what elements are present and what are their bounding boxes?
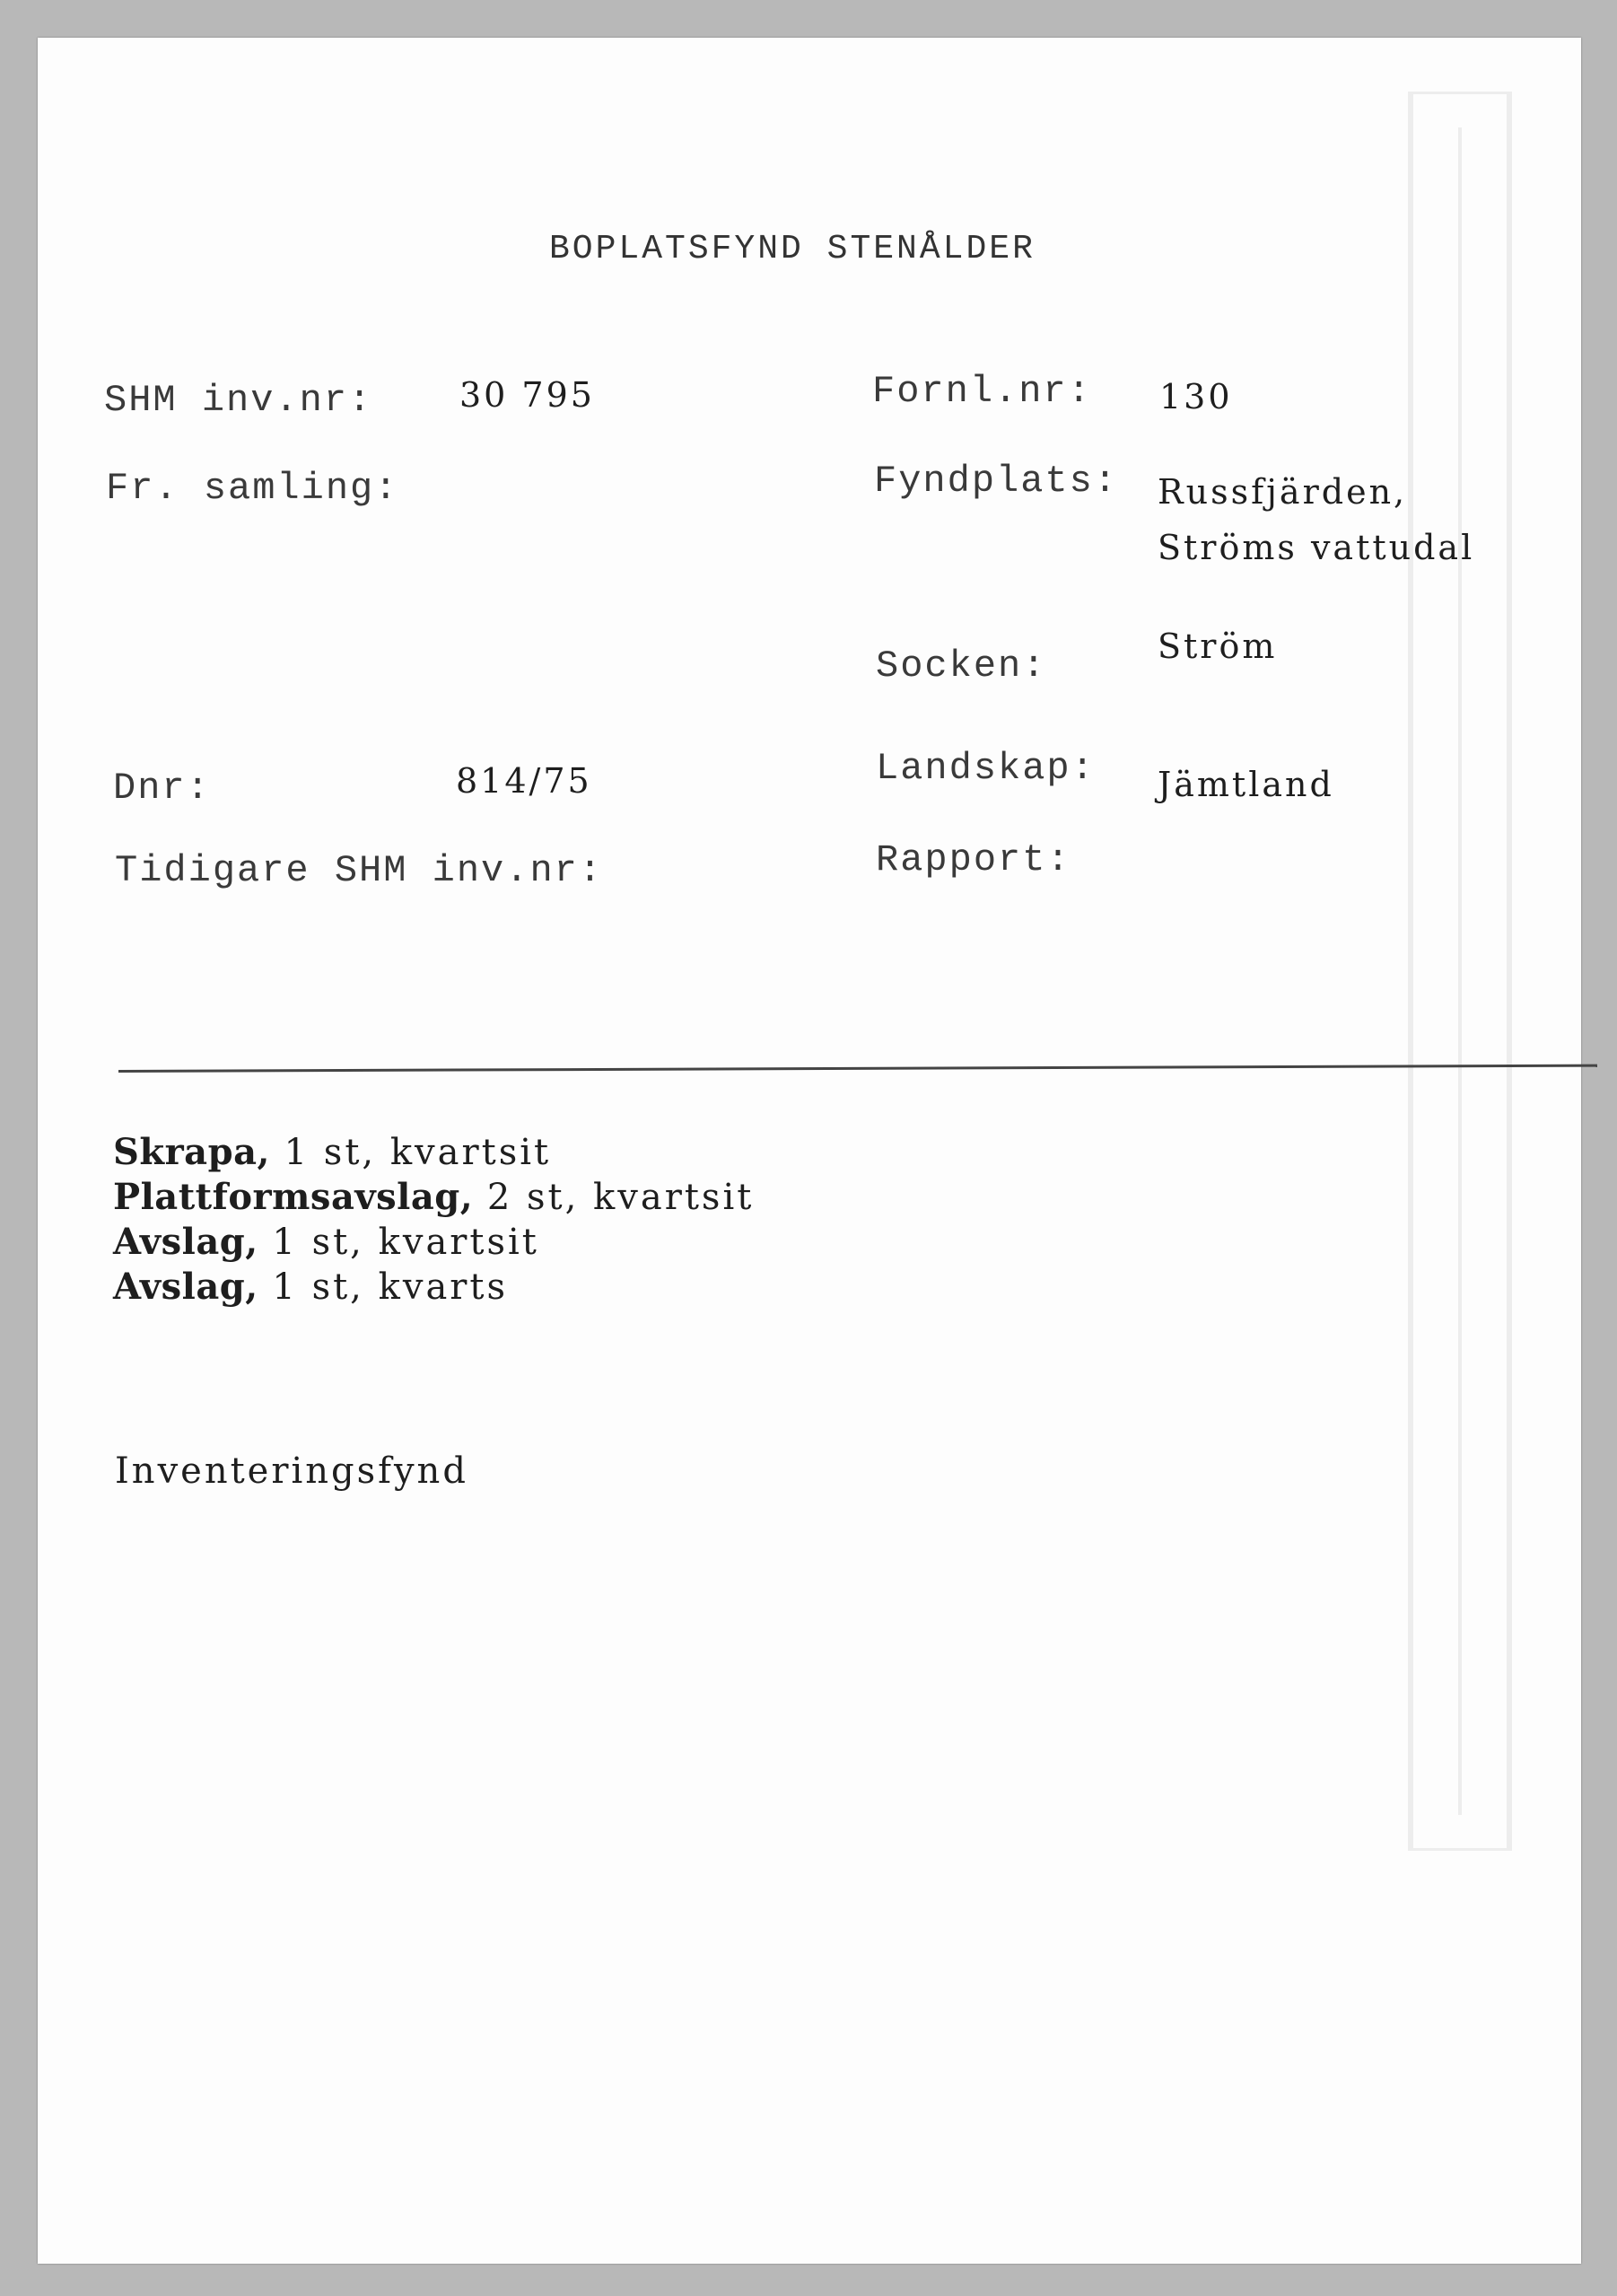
rapport-label: Rapport: (876, 838, 1071, 881)
inventory-note: Inventeringsfynd (115, 1450, 468, 1492)
document-title: BOPLATSFYND STENÅLDER (549, 230, 1036, 268)
find-item-name: Skrapa, (113, 1131, 270, 1173)
dnr-label: Dnr: (113, 767, 211, 810)
find-item (113, 1176, 754, 1218)
socken-value: Ström (1158, 627, 1278, 666)
shm-inv-nr-label: SHM inv.nr: (104, 379, 373, 422)
fr-samling-label: Fr. samling: (106, 467, 399, 510)
fyndplats-value-line2: Ströms vattudal (1158, 528, 1475, 567)
document-sheet (38, 38, 1581, 2264)
divider-rule (118, 1065, 1597, 1073)
find-item-name: Avslag, (113, 1266, 258, 1308)
tidigare-shm-inv-nr-label: Tidigare SHM inv.nr: (115, 849, 604, 892)
find-item-detail: 2 st, kvartsit (486, 1177, 755, 1218)
find-item (113, 1266, 508, 1308)
find-item-name: Avslag, (113, 1221, 258, 1263)
fyndplats-label: Fyndplats: (874, 460, 1119, 503)
find-item (113, 1221, 539, 1263)
landskap-value: Jämtland (1158, 765, 1334, 804)
find-item-detail: 1 st, kvartsit (284, 1132, 552, 1173)
dnr-value: 814/75 (456, 761, 592, 801)
find-item-detail: 1 st, kvarts (272, 1266, 509, 1308)
fornl-nr-value: 130 (1159, 377, 1233, 416)
seal-watermark (1393, 92, 1527, 1851)
find-item (113, 1131, 551, 1173)
fornl-nr-label: Fornl.nr: (872, 370, 1092, 413)
landskap-label: Landskap: (876, 747, 1096, 790)
find-item-detail: 1 st, kvartsit (272, 1222, 539, 1263)
socken-label: Socken: (876, 644, 1047, 688)
shm-inv-nr-value: 30 795 (459, 375, 595, 415)
fyndplats-value-line1: Russfjärden, (1158, 472, 1408, 512)
find-item-name: Plattformsavslag, (113, 1176, 474, 1218)
